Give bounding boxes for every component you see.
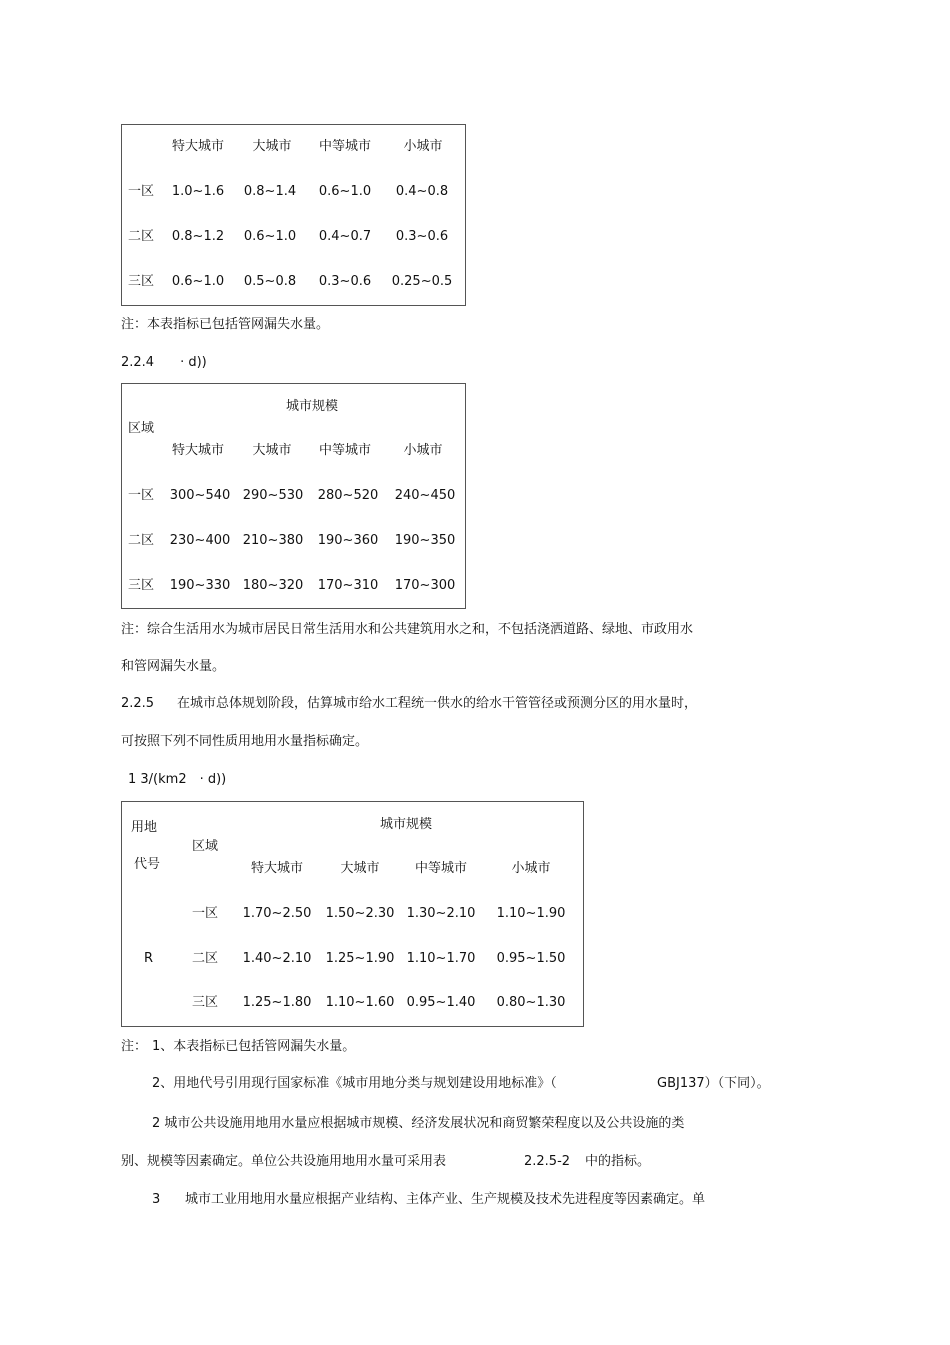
table-2-row-label: 二区 [128, 533, 155, 548]
table-2-cell: 190~330 [169, 578, 231, 593]
table-3 [121, 801, 584, 1027]
table-2-header: 特大城市 [171, 443, 225, 458]
table-3-cell: 1.25~1.90 [325, 951, 395, 966]
table-2-cell: 190~350 [394, 533, 456, 548]
table-1-row-label: 二区 [128, 229, 155, 244]
table-2-group-header: 城市规模 [285, 399, 339, 414]
table-3-cell: 1.25~1.80 [242, 995, 312, 1010]
table-1-row-label: 三区 [128, 274, 155, 289]
table-1-cell: 0.6~1.0 [318, 184, 372, 199]
table-3-header: 大城市 [340, 861, 380, 876]
table-3-note-item-2: 2、用地代号引用现行国家标准《城市用地分类与规划建设用地标准》（ [152, 1076, 557, 1091]
table-3-cell: 1.40~2.10 [242, 951, 312, 966]
table-3-unit: 1 3/(km2 · d)) [128, 772, 227, 787]
table-3-cell: 0.95~1.40 [406, 995, 476, 1010]
table-3-cell: 1.30~2.10 [406, 906, 476, 921]
table-2-cell: 230~400 [169, 533, 231, 548]
table-1-header: 特大城市 [171, 139, 225, 154]
table-1-note: 注：本表指标已包括管网漏失水量。 [121, 317, 330, 332]
table-3-cell: 1.10~1.90 [496, 906, 566, 921]
table-3-code: R [144, 951, 154, 966]
table-3-row-label: 三区 [192, 995, 219, 1010]
table-1-row-label: 一区 [128, 184, 155, 199]
table-2-header: 小城市 [403, 443, 443, 458]
table-3-cell: 1.10~1.70 [406, 951, 476, 966]
table-2-header: 大城市 [252, 443, 292, 458]
table-2-row-label: 一区 [128, 488, 155, 503]
table-1-header: 小城市 [403, 139, 443, 154]
table-1-cell: 0.25~0.5 [391, 274, 453, 289]
table-2-header: 中等城市 [318, 443, 372, 458]
table-3-region-header: 区域 [192, 839, 219, 854]
table-2-cell: 170~310 [317, 578, 379, 593]
paragraph-3-number: 3 [152, 1192, 161, 1207]
table-1-cell: 0.4~0.8 [395, 184, 449, 199]
paragraph-2-line-2-end: 中的指标。 [585, 1154, 651, 1169]
table-2 [121, 383, 466, 609]
paragraph-2-2-5-line-1: 在城市总体规划阶段，估算城市给水工程统一供水的给水干管管径或预测分区的用水量时， [177, 696, 698, 711]
table-3-header: 中等城市 [414, 861, 468, 876]
table-2-cell: 280~520 [317, 488, 379, 503]
table-1-cell: 0.3~0.6 [318, 274, 372, 289]
paragraph-2-table-ref: 2.2.5-2 [524, 1154, 571, 1169]
table-3-code-header: 用地 [131, 820, 158, 835]
paragraph-2-line-2: 别、规模等因素确定。单位公共设施用地用水量可采用表 [121, 1154, 447, 1169]
table-2-note-line-2: 和管网漏失水量。 [121, 659, 226, 674]
table-1-cell: 0.6~1.0 [171, 274, 225, 289]
table-3-note-item-1: 1、本表指标已包括管网漏失水量。 [152, 1039, 356, 1054]
table-1-cell: 0.8~1.4 [243, 184, 297, 199]
table-2-cell: 300~540 [169, 488, 231, 503]
table-2-cell: 170~300 [394, 578, 456, 593]
table-3-note-prefix: 注： [121, 1039, 148, 1054]
table-3-row-label: 二区 [192, 951, 219, 966]
paragraph-3-line-1: 城市工业用地用水量应根据产业结构、主体产业、生产规模及技术先进程度等因素确定。单 [185, 1192, 706, 1207]
table-1-cell: 0.5~0.8 [243, 274, 297, 289]
table-2-cell: 240~450 [394, 488, 456, 503]
table-2-cell: 180~320 [242, 578, 304, 593]
table-3-note-item-2-standard: GBJ137）（下同）。 [657, 1076, 770, 1091]
table-1-cell: 0.3~0.6 [395, 229, 449, 244]
section-heading-2-2-4: 2.2.4 · d)) [121, 355, 207, 370]
table-2-cell: 190~360 [317, 533, 379, 548]
table-1-cell: 0.6~1.0 [243, 229, 297, 244]
table-3-row-label: 一区 [192, 906, 219, 921]
table-1-header: 大城市 [252, 139, 292, 154]
table-3-cell: 0.95~1.50 [496, 951, 566, 966]
table-1 [121, 124, 466, 306]
table-3-cell: 0.80~1.30 [496, 995, 566, 1010]
table-3-header: 特大城市 [250, 861, 304, 876]
paragraph-2-2-5-line-2: 可按照下列不同性质用地用水量指标确定。 [121, 734, 369, 749]
table-2-cell: 290~530 [242, 488, 304, 503]
table-2-cell: 210~380 [242, 533, 304, 548]
table-3-code-header: 代号 [134, 857, 161, 872]
table-2-row-header: 区域 [128, 421, 155, 436]
table-3-header: 小城市 [511, 861, 551, 876]
table-3-group-header: 城市规模 [379, 817, 433, 832]
table-2-row-label: 三区 [128, 578, 155, 593]
paragraph-2-line-1: 2 城市公共设施用地用水量应根据城市规模、经济发展状况和商贸繁荣程度以及公共设施的类 [152, 1116, 685, 1131]
section-number-2-2-5: 2.2.5 [121, 696, 155, 711]
table-1-cell: 1.0~1.6 [171, 184, 225, 199]
table-3-cell: 1.50~2.30 [325, 906, 395, 921]
table-1-header: 中等城市 [318, 139, 372, 154]
table-3-cell: 1.10~1.60 [325, 995, 395, 1010]
table-3-cell: 1.70~2.50 [242, 906, 312, 921]
table-2-note-line-1: 注：综合生活用水为城市居民日常生活用水和公共建筑用水之和，不包括浇洒道路、绿地、市政用水 [121, 622, 694, 637]
table-1-cell: 0.8~1.2 [171, 229, 225, 244]
table-1-cell: 0.4~0.7 [318, 229, 372, 244]
